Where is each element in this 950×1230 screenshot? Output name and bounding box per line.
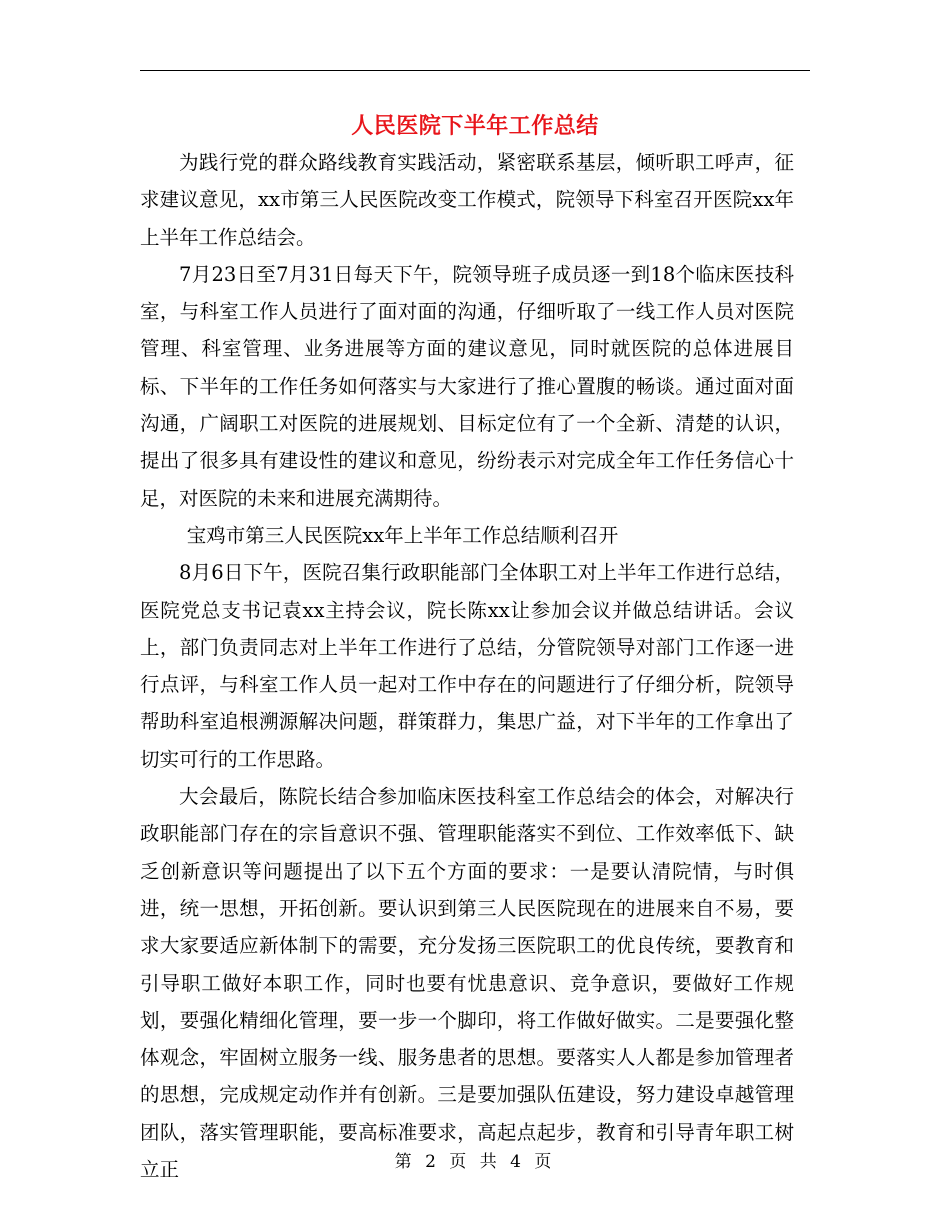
document-title: 人民医院下半年工作总结: [351, 113, 599, 139]
document-body: [140, 144, 794, 1188]
paragraph-requirements: 大会最后，陈院长结合参加临床医技科室工作总结会的体会，对解决行政职能部门存在的宗旨意识不强、管理职能落实不到位、工作效率低下、缺乏创新意识等问题提出了以下五个方面的要求：一是要认清院情，与时俱进，统一思想，开拓创新。要认识到第三人民医院现在的进展来自不易，要求大家要适应新体制下的需要，充分发扬三医院职工的优良传统，要教育和引导职工做好本职工作，同时也要有忧患意识、竞争意识，要做好工作规划，要强化精细化管理，要一步一个脚印，将工作做好做实。二是要强化整体观念，牢固树立服务一线、服务患者的思想。要落实人人都是参加管理者的思想，完成规定动作并有创新。三是要加强队伍建设，努力建设卓越管理团队，落实管理职能，要高标准要求，高起点起步，教育和引导青年职工树立正: [140, 785, 794, 1182]
paragraph-meeting: 8月6日下午，医院召集行政职能部门全体职工对上半年工作进行总结，医院党总支书记袁xx主持会议，院长陈xx让参加会议并做总结讲话。会议上，部门负责同志对上半年工作进行了总结，分管院领导对部门工作逐一进行点评，与科室工作人员一起对工作中存在的问题进行了仔细分析，院领导帮助科室追根溯源解决问题，群策群力，集思广益，对下半年的工作拿出了切实可行的工作思路。: [140, 561, 794, 771]
paragraph-intro: 为践行党的群众路线教育实践活动，紧密联系基层，倾听职工呼声，征求建议意见，xx市第三人民医院改变工作模式，院领导下科室召开医院xx年上半年工作总结会。: [140, 151, 794, 249]
paragraph-visits: 7月23日至7月31日每天下午，院领导班子成员逐一到18个临床医技科室，与科室工作人员进行了面对面的沟通，仔细听取了一线工作人员对医院管理、科室管理、业务进展等方面的建议意见，同时就医院的总体进展目标、下半年的工作任务如何落实与大家进行了推心置腹的畅谈。通过面对面沟通，广阔职工对医院的进展规划、目标定位有了一个全新、清楚的认识，提出了很多具有建设性的建议和意见，纷纷表示对完成全年工作任务信心十足，对医院的未来和进展充满期待。: [140, 262, 794, 510]
header-rule: [140, 70, 810, 71]
section-subheading: 宝鸡市第三人民医院xx年上半年工作总结顺利召开: [186, 523, 619, 547]
page-number-footer: 第 2 页 共 4 页: [394, 1152, 556, 1172]
